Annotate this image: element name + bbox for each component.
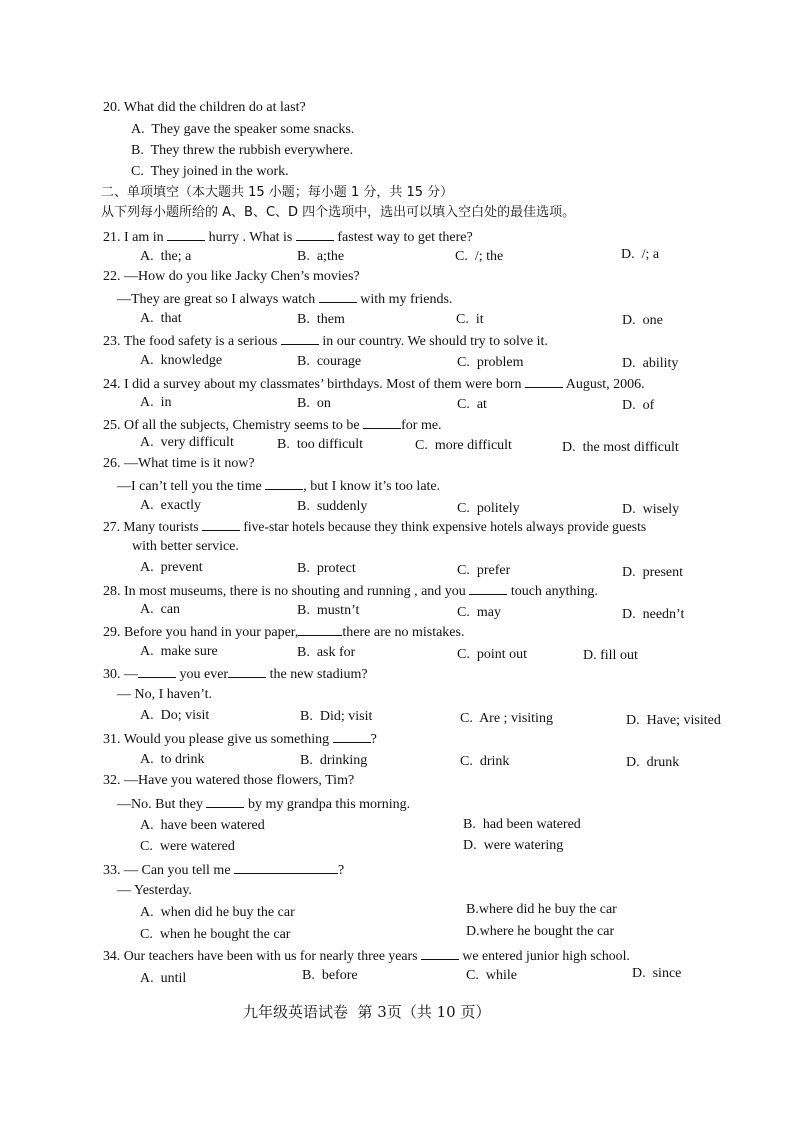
answer-blank bbox=[206, 794, 244, 808]
option-34-a: A. until bbox=[140, 971, 187, 986]
option-29-d: D. fill out bbox=[583, 648, 638, 663]
option-30-d: D. Have; visited bbox=[626, 713, 721, 728]
answer-blank bbox=[363, 415, 401, 429]
answer-blank bbox=[469, 581, 507, 595]
q28-text-2: touch anything. bbox=[507, 584, 598, 599]
question-26-reply bbox=[117, 476, 440, 496]
q26-text-2: , but I know it’s too late. bbox=[303, 479, 441, 494]
option-33-d: D.where he bought the car bbox=[466, 924, 615, 939]
q24-text-1: 24. I did a survey about my classmates’ birthdays. Most of them were born bbox=[103, 377, 525, 392]
question-22-stem: 22. —How do you like Jacky Chen’s movies? bbox=[103, 269, 360, 284]
option-29-a: A. make sure bbox=[140, 644, 218, 659]
q31-text-1: 31. Would you please give us something bbox=[103, 732, 333, 747]
question-32-stem: 32. —Have you watered those flowers, Tim? bbox=[103, 773, 355, 788]
answer-blank bbox=[298, 622, 342, 636]
option-34-b: B. before bbox=[302, 968, 358, 983]
q22-text-1: —They are great so I always watch bbox=[117, 292, 319, 307]
option-25-d: D. the most difficult bbox=[562, 440, 679, 455]
answer-blank bbox=[228, 664, 266, 678]
option-20-a: A. They gave the speaker some snacks. bbox=[131, 122, 355, 137]
option-23-b: B. courage bbox=[297, 354, 362, 369]
q21-text-3: fastest way to get there? bbox=[333, 230, 473, 245]
q26-text-1: —I can’t tell you the time bbox=[117, 479, 266, 494]
option-25-c: C. more difficult bbox=[415, 438, 512, 453]
q30-text-2: you ever bbox=[176, 667, 229, 682]
option-22-a: A. that bbox=[140, 311, 182, 326]
option-28-b: B. mustn’t bbox=[297, 603, 360, 618]
question-20-stem: 20. What did the children do at last? bbox=[103, 100, 306, 115]
q25-text-2: for me. bbox=[401, 418, 442, 433]
q29-text-1: 29. Before you hand in your paper, bbox=[103, 625, 299, 640]
q25-text-1: 25. Of all the subjects, Chemistry seems to be bbox=[103, 418, 364, 433]
question-22-reply bbox=[117, 289, 452, 309]
option-25-a: A. very difficult bbox=[140, 435, 234, 450]
option-24-c: C. at bbox=[457, 397, 487, 412]
option-31-d: D. drunk bbox=[626, 755, 680, 770]
question-34-stem bbox=[103, 946, 630, 965]
question-27-stem bbox=[103, 517, 646, 536]
q30-text-3: the new stadium? bbox=[266, 667, 368, 682]
option-28-d: D. needn’t bbox=[622, 607, 685, 622]
page-footer: 九年级英语试卷 第 3页（共 10 页） bbox=[243, 1003, 491, 1021]
question-33-stem bbox=[103, 860, 344, 880]
option-26-d: D. wisely bbox=[622, 502, 680, 517]
answer-blank bbox=[333, 729, 371, 743]
option-24-b: B. on bbox=[297, 396, 331, 411]
option-33-a: A. when did he buy the car bbox=[140, 905, 295, 920]
q23-text-1: 23. The food safety is a serious bbox=[103, 334, 281, 349]
option-31-b: B. drinking bbox=[300, 753, 368, 768]
section-heading: 二、单项填空（本大题共 15 小题；每小题 1 分，共 15 分） bbox=[101, 185, 454, 200]
answer-blank bbox=[525, 374, 563, 388]
option-23-c: C. problem bbox=[457, 355, 524, 370]
option-32-b: B. had been watered bbox=[463, 817, 581, 832]
option-24-a: A. in bbox=[140, 395, 172, 410]
option-24-d: D. of bbox=[622, 398, 655, 413]
option-30-a: A. Do; visit bbox=[140, 708, 210, 723]
answer-blank bbox=[281, 331, 319, 345]
option-23-a: A. knowledge bbox=[140, 353, 223, 368]
option-34-d: D. since bbox=[632, 966, 682, 981]
q21-text-2: hurry . What is bbox=[205, 230, 296, 245]
question-28-stem bbox=[103, 581, 598, 601]
q33-text-1: 33. — Can you tell me bbox=[103, 863, 235, 878]
option-23-d: D. ability bbox=[622, 356, 679, 371]
q27-text-2: five-star hotels because they think expensive hotels always provide guests bbox=[239, 519, 647, 534]
option-26-b: B. suddenly bbox=[297, 499, 368, 514]
option-28-c: C. may bbox=[457, 605, 501, 620]
answer-blank bbox=[138, 664, 176, 678]
option-27-b: B. protect bbox=[297, 561, 356, 576]
option-22-c: C. it bbox=[456, 312, 484, 327]
q32-text-2: by my grandpa this morning. bbox=[244, 797, 411, 812]
question-30-stem bbox=[103, 664, 368, 684]
q24-text-2: August, 2006. bbox=[562, 377, 645, 392]
option-33-c: C. when he bought the car bbox=[140, 927, 291, 942]
option-32-a: A. have been watered bbox=[140, 818, 265, 833]
question-32-reply bbox=[117, 794, 410, 814]
option-21-a: A. the; a bbox=[140, 249, 192, 264]
q29-text-2: there are no mistakes. bbox=[342, 625, 465, 640]
option-29-b: B. ask for bbox=[297, 645, 356, 660]
option-21-b: B. a;the bbox=[297, 249, 345, 264]
option-29-c: C. point out bbox=[457, 647, 528, 662]
option-22-d: D. one bbox=[622, 313, 663, 328]
option-31-a: A. to drink bbox=[140, 752, 205, 767]
answer-blank bbox=[167, 227, 205, 241]
q30-text-1: 30. — bbox=[103, 667, 138, 682]
q34-text-2: we entered junior high school. bbox=[458, 948, 630, 963]
answer-blank bbox=[265, 476, 303, 490]
question-25-stem bbox=[103, 415, 442, 435]
option-31-c: C. drink bbox=[460, 754, 510, 769]
option-30-c: C. Are ; visiting bbox=[460, 711, 553, 726]
option-27-c: C. prefer bbox=[457, 563, 511, 578]
q23-text-2: in our country. We should try to solve it. bbox=[318, 334, 548, 349]
option-20-b: B. They threw the rubbish everywhere. bbox=[131, 143, 354, 158]
question-24-stem bbox=[103, 374, 645, 394]
question-31-stem bbox=[103, 729, 377, 749]
option-32-d: D. were watering bbox=[463, 838, 564, 853]
question-26-stem: 26. —What time is it now? bbox=[103, 456, 255, 471]
answer-blank bbox=[296, 227, 334, 241]
answer-blank bbox=[234, 860, 338, 874]
option-26-c: C. politely bbox=[457, 501, 520, 516]
question-33-reply: — Yesterday. bbox=[117, 883, 192, 898]
option-26-a: A. exactly bbox=[140, 498, 202, 513]
option-34-c: C. while bbox=[466, 968, 517, 983]
option-28-a: A. can bbox=[140, 602, 181, 617]
option-22-b: B. them bbox=[297, 312, 345, 327]
option-33-b: B.where did he buy the car bbox=[466, 902, 617, 917]
option-27-a: A. prevent bbox=[140, 560, 203, 575]
question-30-reply: — No, I haven’t. bbox=[117, 687, 212, 702]
q27-text-1: 27. Many tourists bbox=[103, 519, 202, 534]
answer-blank bbox=[421, 946, 459, 960]
q33-text-2: ? bbox=[338, 863, 345, 878]
question-29-stem bbox=[103, 622, 464, 642]
question-23-stem bbox=[103, 331, 548, 351]
question-21-stem bbox=[103, 227, 473, 247]
option-21-d: D. /; a bbox=[621, 247, 660, 262]
answer-blank bbox=[319, 289, 357, 303]
option-27-d: D. present bbox=[622, 565, 684, 580]
q32-text-1: —No. But they bbox=[117, 797, 207, 812]
option-30-b: B. Did; visit bbox=[300, 709, 373, 724]
answer-blank bbox=[202, 517, 240, 531]
option-20-c: C. They joined in the work. bbox=[131, 164, 289, 179]
q22-text-2: with my friends. bbox=[356, 292, 453, 307]
option-25-b: B. too difficult bbox=[277, 437, 364, 452]
q31-text-2: ? bbox=[370, 732, 377, 747]
q28-text-1: 28. In most museums, there is no shouting and running , and you bbox=[103, 584, 470, 599]
option-21-c: C. /; the bbox=[455, 249, 504, 264]
question-27-continued: with better service. bbox=[132, 539, 239, 554]
option-32-c: C. were watered bbox=[140, 839, 235, 854]
q21-text-1: 21. I am in bbox=[103, 230, 168, 245]
section-instruction: 从下列每小题所给的 A、B、C、D 四个选项中，选出可以填入空白处的最佳选项。 bbox=[101, 205, 576, 220]
q34-text-1: 34. Our teachers have been with us for nearly three years bbox=[103, 948, 421, 963]
